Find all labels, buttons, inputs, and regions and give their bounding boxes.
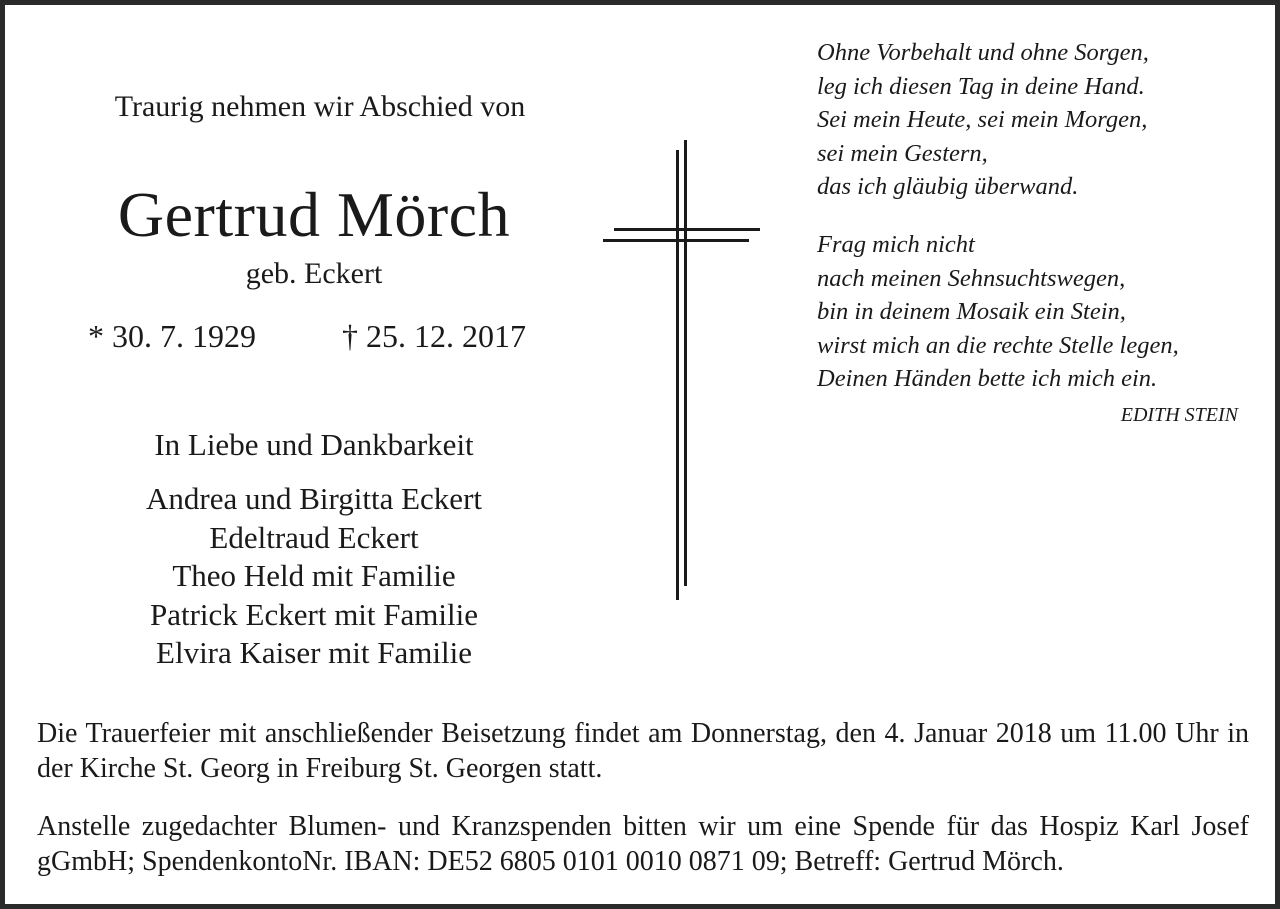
poem-line: das ich gläubig überwand.	[817, 173, 1079, 200]
maiden-name: geb. Eckert	[245, 257, 383, 290]
mourner-item: Patrick Eckert mit Familie	[150, 596, 478, 632]
ceremony-notice: Die Trauerfeier mit anschließender Beisetzung findet am Donnerstag, den 4. Januar 2018 um 11.00 Uhr in der Kirche St. Georg in Freiburg St. Georgen statt.	[37, 718, 1249, 784]
poem-line: bin in deinem Mosaik ein Stein,	[817, 298, 1126, 325]
poem-line: wirst mich an die rechte Stelle legen,	[817, 331, 1179, 359]
intro-text: Traurig nehmen wir Abschied von	[114, 90, 526, 123]
poem-line: sei mein Gestern,	[817, 139, 988, 167]
poem-line: leg ich diesen Tag in deine Hand.	[817, 72, 1145, 100]
poem-stanza-1	[817, 36, 1149, 204]
cross-icon	[600, 140, 770, 610]
deceased-name: Gertrud Mörch	[117, 179, 511, 250]
donation-notice: Anstelle zugedachter Blumen- und Kranzspenden bitten wir um eine Spende für das Hospiz Karl Josef gGmbH; SpendenkontoNr. IBAN: DE52 6805 0101 0010 0871 09; Betreff: Gertrud Mörch.	[37, 811, 1249, 877]
poem-line: Frag mich nicht	[817, 231, 975, 258]
poem-line: Deinen Händen bette ich mich ein.	[817, 365, 1158, 392]
poem-stanza-2	[817, 228, 1179, 396]
mourner-item: Theo Held mit Familie	[172, 558, 456, 593]
mourner-item: Edeltraud Eckert	[209, 519, 419, 555]
poem-author: EDITH STEIN	[1120, 404, 1238, 426]
poem-line: Ohne Vorbehalt und ohne Sorgen,	[817, 39, 1149, 66]
mourners-list	[64, 480, 564, 673]
poem-line: nach meinen Sehnsuchtswegen,	[817, 264, 1126, 292]
mourner-item: Andrea und Birgitta Eckert	[145, 481, 483, 516]
death-date: † 25. 12. 2017	[342, 318, 526, 354]
poem-line: Sei mein Heute, sei mein Morgen,	[817, 106, 1148, 133]
mourner-item: Elvira Kaiser mit Familie	[156, 635, 472, 670]
birth-date: * 30. 7. 1929	[88, 318, 256, 354]
gratitude-line: In Liebe und Dankbarkeit	[154, 427, 474, 462]
